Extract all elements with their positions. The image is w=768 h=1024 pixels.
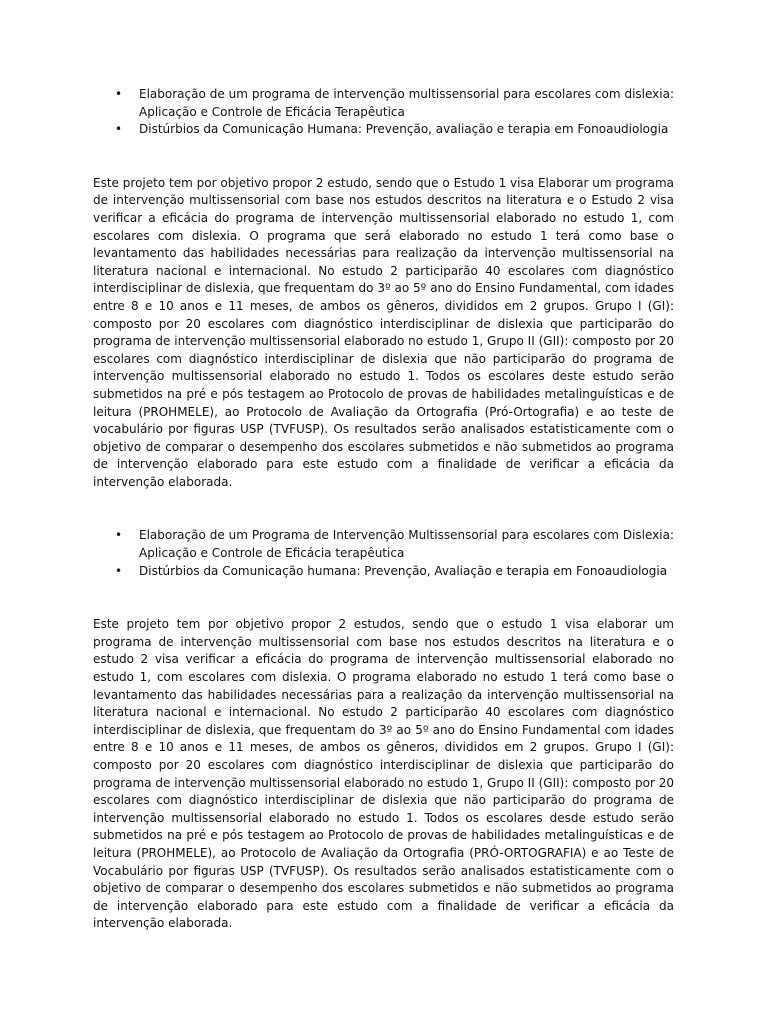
bullet-item: • Distúrbios da Comunicação humana: Prevenção, Avaliação e terapia em Fonoaudiologia [139, 563, 674, 581]
document-page [93, 86, 674, 933]
bullet-item: • Elaboração de um Programa de Intervenção Multissensorial para escolares com Dislexia: Aplicação e Controle de Eficácia terapêutica [139, 527, 674, 562]
bullet-item: • Elaboração de um programa de intervenção multissensorial para escolares com dislexia: Aplicação e Controle de Eficácia Terapêutica [139, 86, 674, 121]
bullet-list-2 [93, 527, 674, 580]
bullet-item: • Distúrbios da Comunicação Humana: Prevenção, avaliação e terapia em Fonoaudiologia [139, 121, 674, 139]
body-paragraph: Este projeto tem por objetivo propor 2 estudo, sendo que o Estudo 1 visa Elaborar um programa de intervenção multissensorial com base nos estudos descritos na literatura e o Estudo 2 visa verificar a eficácia do programa de intervenção multissensorial elaborado no estudo 1, com escolares com dislexia. O programa que será elaborado no estudo 1 terá como base o levantamento das habilidades necessárias para realização da intervenção multissensorial na literatura nacional e internacional. No estudo 2 participarão 40 escolares com diagnóstico interdisciplinar de dislexia, que frequentam do 3º ao 5º ano do Ensino Fundamental, com idades entre 8 e 10 anos e 11 meses, de ambos os gêneros, divididos em 2 grupos. Grupo I (GI): composto por 20 escolares com diagnóstico interdisciplinar de dislexia que participarão do programa de intervenção multissensorial elaborado no estudo 1, Grupo II (GII): composto por 20 escolares com diagnóstico interdisciplinar de dislexia que não participarão do programa de intervenção multissensorial elaborado no estudo 1. Todos os escolares deste estudo serão submetidos na pré e pós testagem ao Protocolo de provas de habilidades metalinguísticas e de leitura (PROHMELE), ao Protocolo de Avaliação da Ortografia (Pró-Ortografia) e ao teste de vocabulário por figuras USP (TVFUSP). Os resultados serão analisados estatisticamente com o objetivo de comparar o desempenho dos escolares submetidos e não submetidos ao programa de intervenção elaborado para este estudo com a finalidade de verificar a eficácia da intervenção elaborada. [93, 175, 674, 489]
spacer [93, 491, 674, 527]
spacer [93, 139, 674, 175]
spacer [93, 580, 674, 616]
section-1 [93, 86, 674, 491]
body-paragraph: Este projeto tem por objetivo propor 2 estudos, sendo que o estudo 1 visa elaborar um programa de intervenção multissensorial com base nos estudos descritos na literatura e o estudo 2 visa verificar a eficácia do programa de intervenção multissensorial elaborado no estudo 1, com escolares com dislexia. O programa elaborado no estudo 1 terá como base o levantamento das habilidades necessárias para a realização da intervenção multissensorial na literatura nacional e internacional. No estudo 2 participarão 40 escolares com diagnóstico interdisciplinar de dislexia, que frequentam do 3º ao 5º ano do Ensino Fundamental com idades entre 8 e 10 anos e 11 meses, de ambos os gêneros, divididos em 2 grupos. Grupo I (GI): composto por 20 escolares com diagnóstico interdisciplinar de dislexia que participarão do programa de intervenção multissensorial elaborado no estudo 1, Grupo II (GII): composto por 20 escolares com diagnóstico interdisciplinar de dislexia que não participarão do programa de intervenção multissensorial elaborado no estudo 1. Todos os escolares desde estudo serão submetidos na pré e pós testagem ao Protocolo de provas de habilidades metalinguísticas e de leitura (PROHMELE), ao Protocolo de Avaliação da Ortografia (PRÓ-ORTOGRAFIA) e ao Teste de Vocabulário por figuras USP (TVFUSP). Os resultados serão analisados estatisticamente com o objetivo de comparar o desempenho dos escolares submetidos e não submetidos ao programa de intervenção elaborado para este estudo com a finalidade de verificar a eficácia da intervenção elaborada. [93, 617, 674, 931]
bullet-list-1 [93, 86, 674, 139]
section-2 [93, 527, 674, 932]
